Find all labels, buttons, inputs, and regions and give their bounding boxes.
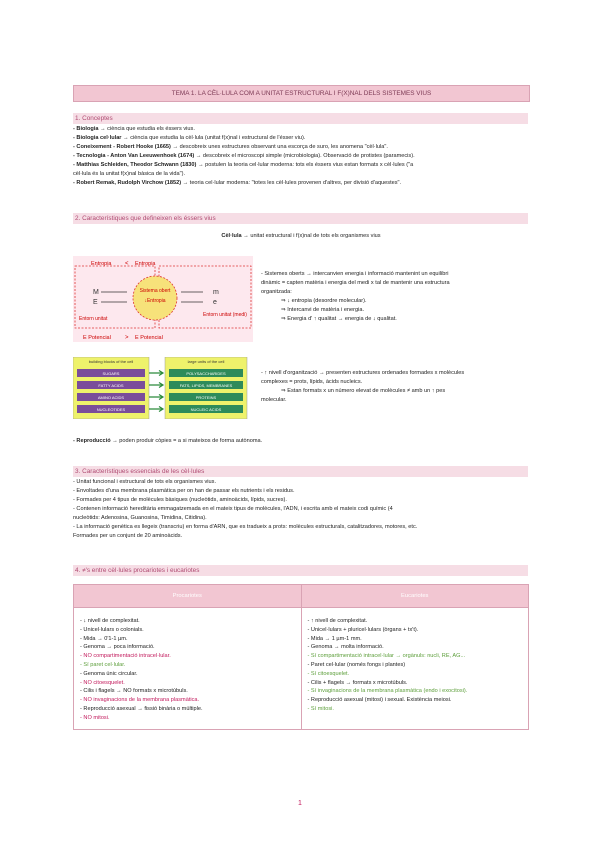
building-blocks-diagram [73,357,253,419]
text-line: dinàmic = capten matèria i energia del medi x tal de mantenir una estructura [261,280,450,286]
section-1-heading: 1. Conceptes [73,113,528,124]
label-m-right: m [213,289,219,296]
comparison-item: - Sí compartimentació intracel·lular → orgànuls: nucli, RE, AG... [307,653,466,660]
label-entorn-left: Entorn unitat [79,316,108,322]
concept-line: - Coneixement - Robert Hooke (1665) → descobreix unes estructures observant una escorça de suro, les anomena "cèl·lula". [73,144,388,150]
label-e-right: e [213,299,217,306]
concept-line: cèl·lula és la unitat f(x)nal bàsica de la vida"). [73,171,186,177]
label-m-left: M [93,289,99,296]
text-line: - Contenen informació hereditària emmagatzemada en el mateix tipus de molècules, l'ADN, i escrita amb el mateix codi químic (4 [73,506,393,512]
comparison-item: - NO mitosi. [80,714,110,721]
large-unit-label: NUCLEIC ACIDS [190,407,222,412]
label-epot-right: E Potencial [135,335,163,341]
text-line: ⇒ Intercanvi de matèria i energia. [281,307,365,313]
label-building-blocks: building blocks of the cell [88,359,134,364]
comparison-item: - Reproducció asexual (mitosi) i sexual. Existència meiosi. [307,697,452,704]
organization-text [261,369,529,405]
label-entorn-right: Entorn unitat (medi) [203,312,247,318]
comparison-item: - ↑ nivell de complexitat. [307,618,368,624]
comparison-item: - Genoma → poca informació. [80,644,155,651]
text-line: Formades per un conjunt de 20 aminoàcids. [73,533,183,539]
section-3-body [73,478,529,541]
arrow-icon [149,395,163,400]
building-block-label: SUGARS [102,371,120,376]
column-header-eukaryotes: Eucariotes [301,585,529,608]
concept-line: - Biologia → ciència que estudia els éssers vius. [73,126,195,132]
comparison-item: - Sí mitosi. [307,705,334,712]
arrow-icon [149,407,163,412]
label-greater-than: > [125,335,129,341]
building-block-label: NUCLEOTIDES [96,407,126,412]
reproduction-line: - Reproducció → poden produir còpies = a si mateixos de forma autònoma. [73,438,263,444]
page-number: 1 [298,800,302,807]
text-line: - Sistemes oberts → intercanvien energia i informació mantenint un equilibri [261,271,449,277]
text-line: ⇒ Estan formats x un número elevat de molècules ≠ amb un ↑ pes [281,388,446,394]
label-entropia-right: Entropia [135,261,156,267]
comparison-item: - Unicel·lulars o colonials. [80,626,144,633]
label-entropia-mid: ↓Entropia [144,298,166,304]
large-unit-label: FATS, LIPIDS, MEMBRANES [179,383,233,388]
text-line: molecular. [261,397,287,403]
arrow-icon [149,383,163,388]
text-line: - Envoltades d'una membrana plasmàtica per on han de passar els nutrients i els residus. [73,488,295,494]
building-block-label: AMINO ACIDS [97,395,125,400]
section-4-heading: 4. ≠'s entre cèl·lules procariotes i eucariotes [73,565,528,576]
label-e-left: E [93,299,98,306]
building-block-label: FATTY ACIDS [98,383,124,388]
comparison-table [73,584,529,730]
concept-line: - Robert Remak, Rudolph Virchow (1852) → teoria cel·lular moderna: "totes les cèl·lules provenen d'altres, per divisió d'aquestes". [73,180,402,186]
concept-line: - Biologia cel·lular → ciència que estudia la cèl·lula (unitat f(x)nal i estructural de l'ésser viu). [73,135,306,141]
comparison-item: - Mida → 1 µm-1 mm. [307,635,362,642]
text-line: ⇒ Energia d' ↑ qualitat → energia de ↓ qualitat. [281,316,397,322]
comparison-item: - Sí citoesquelet. [307,670,350,677]
column-header-prokaryotes: Procariotes [74,585,302,608]
text-line: - La informació genètica es llegeix (transcriu) en forma d'ARN, que es tradueix a prots: molècules estructurals, catalitzadores, motores, etc. [73,524,418,530]
text-line: ⇒ ↓ entropia (desordre molecular). [281,298,367,304]
large-unit-label: PROTEINS [195,395,217,400]
label-less-than: < [125,261,129,267]
text-line: complexes = prots, lípids, àcids nucleics. [261,379,363,385]
page-title: TEMA 1. LA CÈL·LULA COM A UNITAT ESTRUCTURAL I F(X)NAL DELS SISTEMES VIUS [73,85,530,102]
text-line: - Unitat funcional i estructural de tots els organismes vius. [73,479,217,485]
label-sistema-obert: Sistema obert [139,288,171,294]
section-2-heading: 2. Característiques que defineixen els éssers vius [73,213,528,224]
comparison-item: - Reproducció asexual → fissió binària o múltiple. [80,705,203,712]
comparison-item: - Sí invaginacions de la membrana plasmàtica (endo i exocitosi). [307,688,468,695]
text-line: nucleòtids: Adenosina, Guanosina, Timidina, Citidina). [73,515,207,521]
prokaryotes-cell [74,608,302,730]
comparison-item: - Unicel·lulars + pluricel·lulars (òrgans + tx't). [307,626,419,633]
comparison-item: - ↓ nivell de complexitat. [80,618,140,624]
large-unit-label: POLYSACCHARIDES [186,371,226,376]
comparison-item: - NO citoesquelet. [80,679,125,686]
text-line: - Formades per 4 tipus de molècules bàsiques (nucleòtids, aminoàcids, lípids, sucres). [73,497,287,503]
eukaryotes-cell [301,608,529,730]
label-entropia-left: Entropia [91,261,112,267]
comparison-item: - Cilis + flagels → formats x microtúbuls. [307,679,408,686]
arrow-icon [149,371,163,376]
comparison-item: - Genoma únic circular. [80,670,138,677]
concept-line: - Matthias Schleiden, Theodor Schwann (1830) → postulen la teoria cel·lular moderna: tots els éssers vius estan formats x cèl·lules ("a [73,162,414,168]
comparison-item: - Paret cel·lular (només fongs i plantes) [307,661,406,668]
comparison-item: - NO invaginacions de la membrana plasmàtica. [80,697,200,704]
label-epot-left: E Potencial [83,335,111,341]
text-line: organitzada: [261,289,292,295]
comparison-item: - Mida → 0'1-1 µm. [80,635,128,642]
text-line: - ↑ nivell d'organització → presenten estructures ordenades formades x molècules [261,370,465,376]
comparison-item: - Sí paret cel·lular. [80,661,126,668]
comparison-item: - Genoma → molta informació. [307,644,384,651]
section-3-heading: 3. Característiques essencials de les cèl·lules [73,466,528,477]
open-systems-text [261,270,529,324]
cell-definition: Cèl·lula → unitat estructural i f(x)nal de tots els organismes vius [221,233,381,239]
section-1-body [73,125,529,188]
comparison-item: - Cilis i flagels → NO formats x microtúbuls. [80,688,188,695]
comparison-item: - NO compartimentació intracel·lular. [80,653,171,660]
open-system-diagram [73,256,253,342]
concept-line: - Tecnologia - Anton Van Leeuwenhoek (1674) → descobreix el microscopi simple (microbiologia). Observació de protistes (paramecis). [73,153,415,159]
label-large-units: large units of the cell [187,359,225,364]
